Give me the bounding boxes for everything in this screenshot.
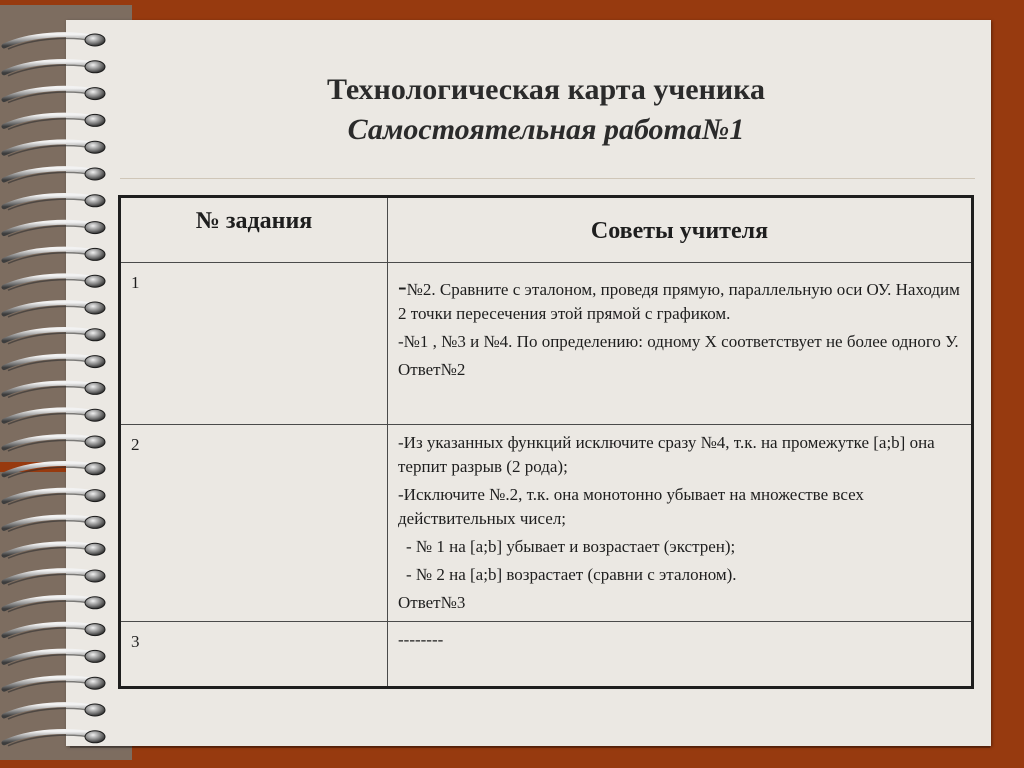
page-title: Технологическая карта ученика: [326, 73, 766, 106]
title-divider: [120, 178, 975, 179]
advice-answer: Ответ№3: [398, 593, 466, 612]
spiral-ring: [4, 248, 105, 263]
spiral-ring: [4, 597, 105, 612]
spiral-ring: [4, 382, 105, 397]
advice-dash: -: [398, 272, 407, 301]
spiral-ring: [4, 436, 105, 451]
spiral-ring: [4, 409, 105, 424]
table-row: [120, 263, 973, 425]
spiral-ring: [4, 650, 105, 665]
spiral-ring: [4, 570, 105, 585]
advice-line: [398, 272, 961, 326]
advice-line: -№1 , №3 и №4. По определению: одному Х соответствует не более одного У.: [398, 332, 959, 351]
spiral-ring: [4, 302, 105, 317]
spiral-ring: [4, 275, 105, 290]
spiral-ring: [4, 463, 105, 478]
spiral-ring: [4, 543, 105, 558]
advice-cell: [388, 263, 973, 425]
task-number-cell: 2: [120, 425, 388, 622]
spiral-ring: [4, 704, 105, 719]
advice-cell: [388, 622, 973, 688]
table-row: [120, 622, 973, 688]
spiral-ring: [4, 356, 105, 371]
header-teacher-advice: Советы учителя: [388, 197, 973, 263]
advice-line: - № 2 на [a;b] возрастает (сравни с эталоном).: [406, 565, 737, 584]
advice-answer: Ответ№2: [398, 360, 466, 379]
spiral-ring: [4, 731, 105, 746]
advice-cell: [388, 425, 973, 622]
technology-map-table: [118, 195, 974, 689]
spiral-ring: [4, 490, 105, 505]
spiral-ring: [4, 677, 105, 692]
page-subtitle: Самостоятельная работа№1: [347, 113, 745, 146]
table-row: [120, 425, 973, 622]
advice-line: -Исключите №.2, т.к. она монотонно убывает на множестве всех действительных чисел;: [398, 485, 864, 528]
advice-text: №2. Сравните с эталоном, проведя прямую, параллельную оси ОУ. Находим 2 точки пересечения этой прямой с графиком.: [398, 280, 960, 323]
advice-line: --------: [398, 630, 444, 649]
spiral-ring: [4, 34, 105, 49]
header-task-number: № задания: [120, 197, 388, 263]
spiral-ring: [4, 195, 105, 210]
advice-line: - № 1 на [a;b] убывает и возрастает (экстрен);: [406, 537, 736, 556]
spiral-ring: [4, 516, 105, 531]
spiral-ring: [4, 624, 105, 639]
task-number-cell: 1: [120, 263, 388, 425]
advice-line: -Из указанных функций исключите сразу №4, т.к. на промежутке [a;b] она терпит разрыв (2 рода);: [398, 433, 935, 476]
task-number-cell: 3: [120, 622, 388, 688]
spiral-ring: [4, 222, 105, 237]
spiral-ring: [4, 168, 105, 183]
spiral-ring: [4, 329, 105, 344]
table-header-row: [120, 197, 973, 263]
